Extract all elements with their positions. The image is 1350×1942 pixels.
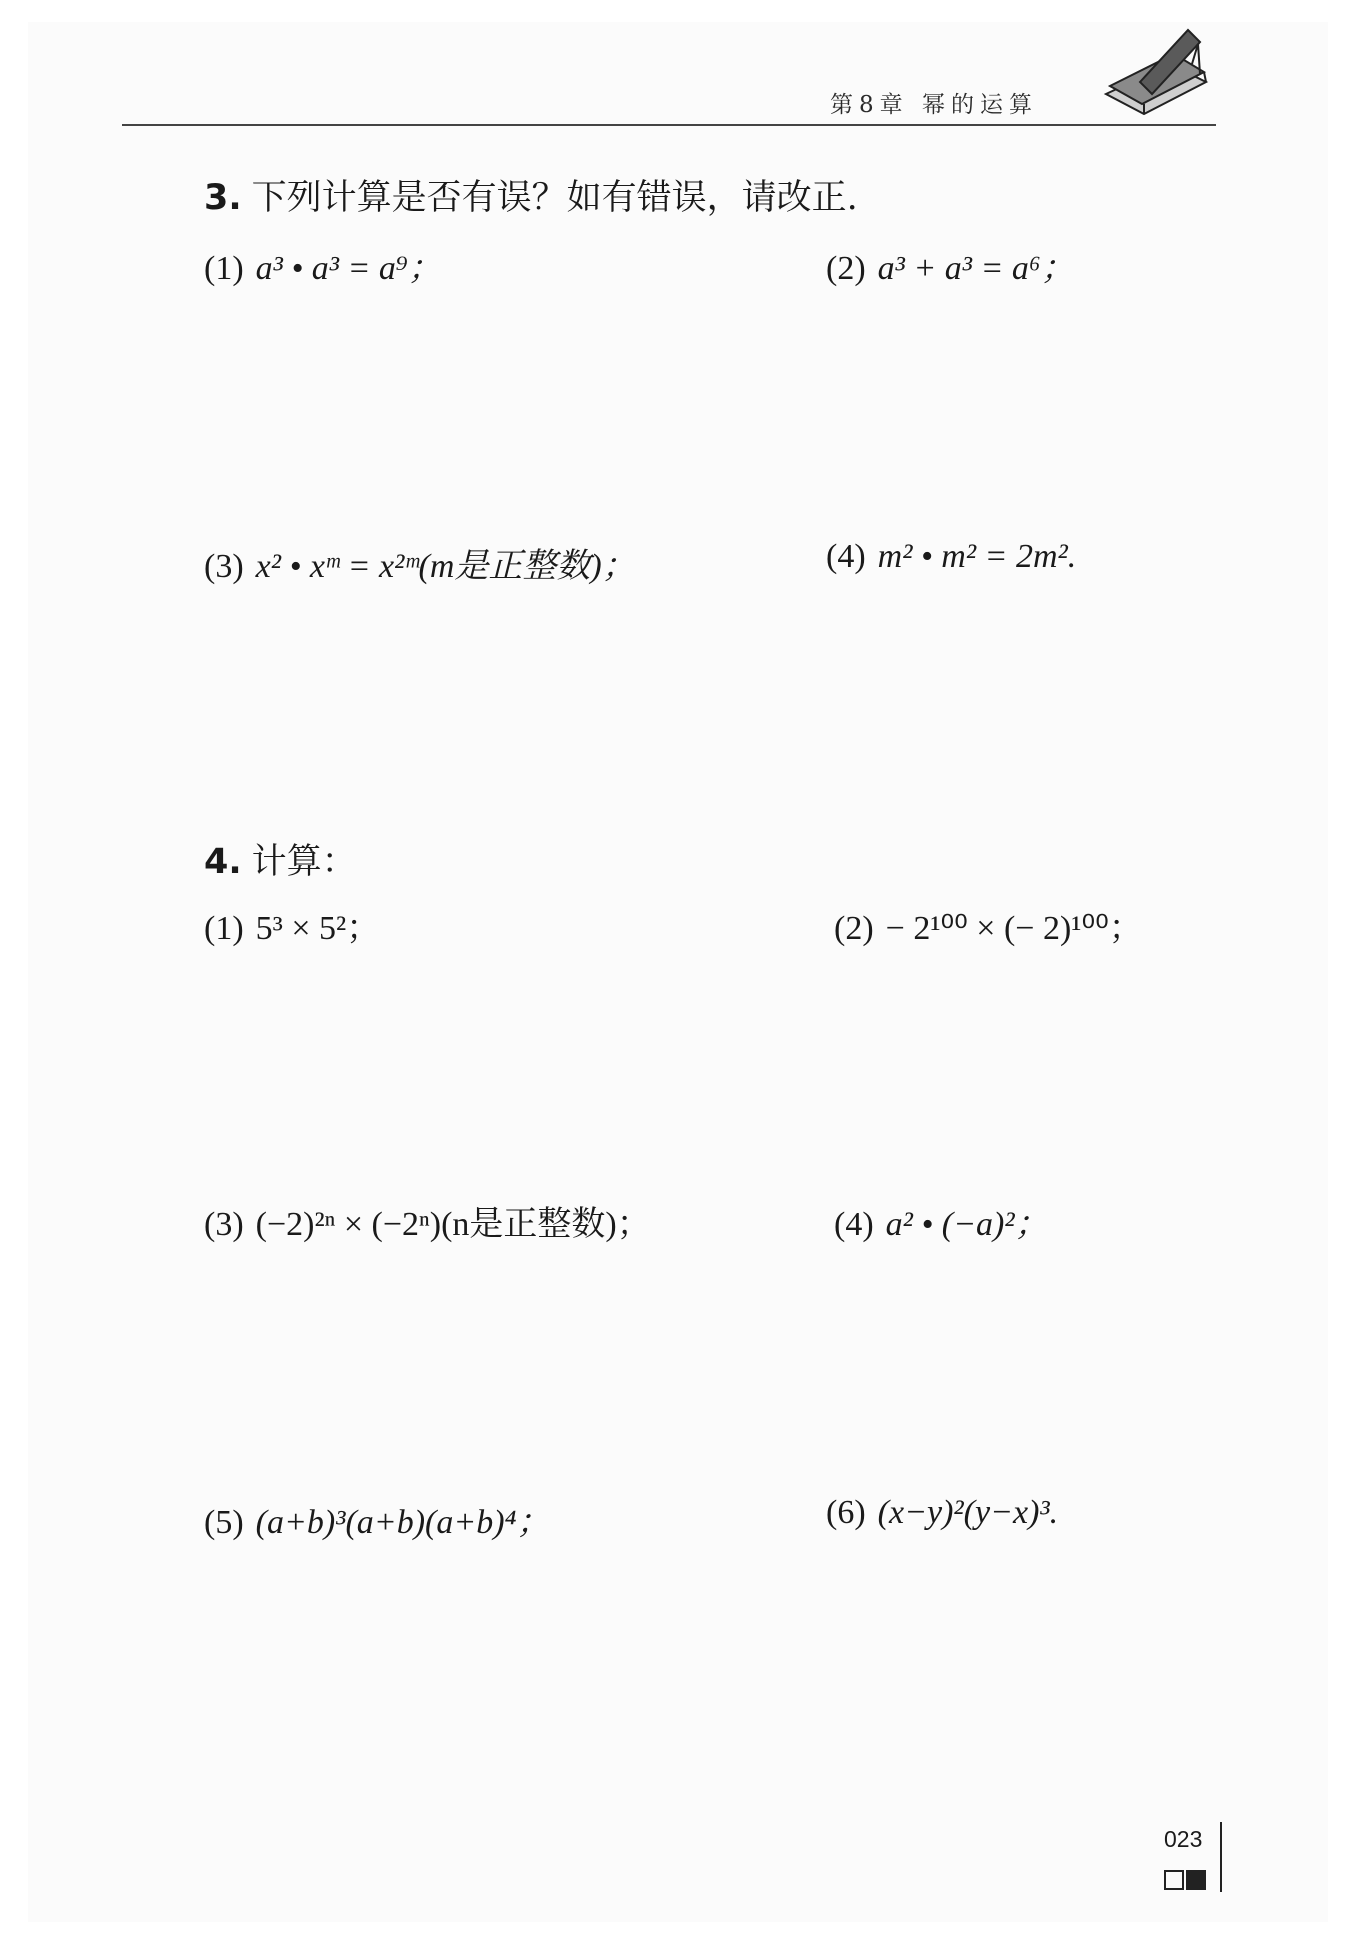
item-number: (6) (826, 1494, 866, 1531)
q4-item-1 (204, 900, 380, 949)
item-expression: − 2¹⁰⁰ × (− 2)¹⁰⁰； (885, 910, 1143, 947)
item-expression: a² • (−a)²； (885, 1206, 1049, 1243)
q3-item-1 (204, 240, 442, 289)
question-4-title (204, 834, 357, 884)
chapter-header: 第8章 幂的运算 (830, 92, 1038, 118)
item-expression: (a+b)³(a+b)(a+b)⁴； (255, 1504, 551, 1541)
page-number: 023 (1164, 1826, 1203, 1852)
item-number: (4) (826, 538, 866, 575)
question-3-text: 下列计算是否有误？如有错误，请改正. (251, 178, 858, 218)
question-3-number: 3. (204, 178, 242, 218)
footer-square-outline-icon (1164, 1870, 1184, 1890)
item-expression: a³ + a³ = a⁶； (877, 250, 1075, 287)
book-icon (1100, 24, 1212, 120)
item-expression: (x−y)²(y−x)³. (877, 1494, 1059, 1531)
q4-item-4 (834, 1196, 1049, 1245)
q4-item-6 (826, 1494, 1058, 1532)
question-3-title (204, 170, 858, 220)
q3-item-2 (826, 240, 1075, 289)
footer-square-filled-icon (1186, 1870, 1206, 1890)
header-rule (122, 124, 1216, 126)
question-4-number: 4. (204, 842, 242, 882)
q3-item-4 (826, 538, 1076, 576)
q4-item-2 (834, 900, 1143, 949)
item-expression: m² • m² = 2m². (877, 538, 1077, 575)
item-number: (4) (834, 1206, 874, 1243)
item-number: (3) (204, 1206, 244, 1243)
item-expression: x² • xᵐ = x²ᵐ(m是正整数)； (255, 548, 636, 585)
item-number: (3) (204, 548, 244, 585)
q4-item-5 (204, 1494, 550, 1543)
footer-divider (1220, 1822, 1222, 1892)
item-number: (1) (204, 250, 244, 287)
item-number: (2) (826, 250, 866, 287)
item-number: (2) (834, 910, 874, 947)
item-expression: (−2)²ⁿ × (−2ⁿ)(n是正整数)； (255, 1206, 651, 1243)
page (28, 22, 1328, 1922)
item-expression: a³ • a³ = a⁹； (255, 250, 442, 287)
q4-item-3 (204, 1196, 651, 1245)
item-number: (5) (204, 1504, 244, 1541)
question-4-text: 计算： (251, 842, 357, 882)
q3-item-3 (204, 538, 636, 587)
item-expression: 5³ × 5²； (255, 910, 381, 947)
item-number: (1) (204, 910, 244, 947)
